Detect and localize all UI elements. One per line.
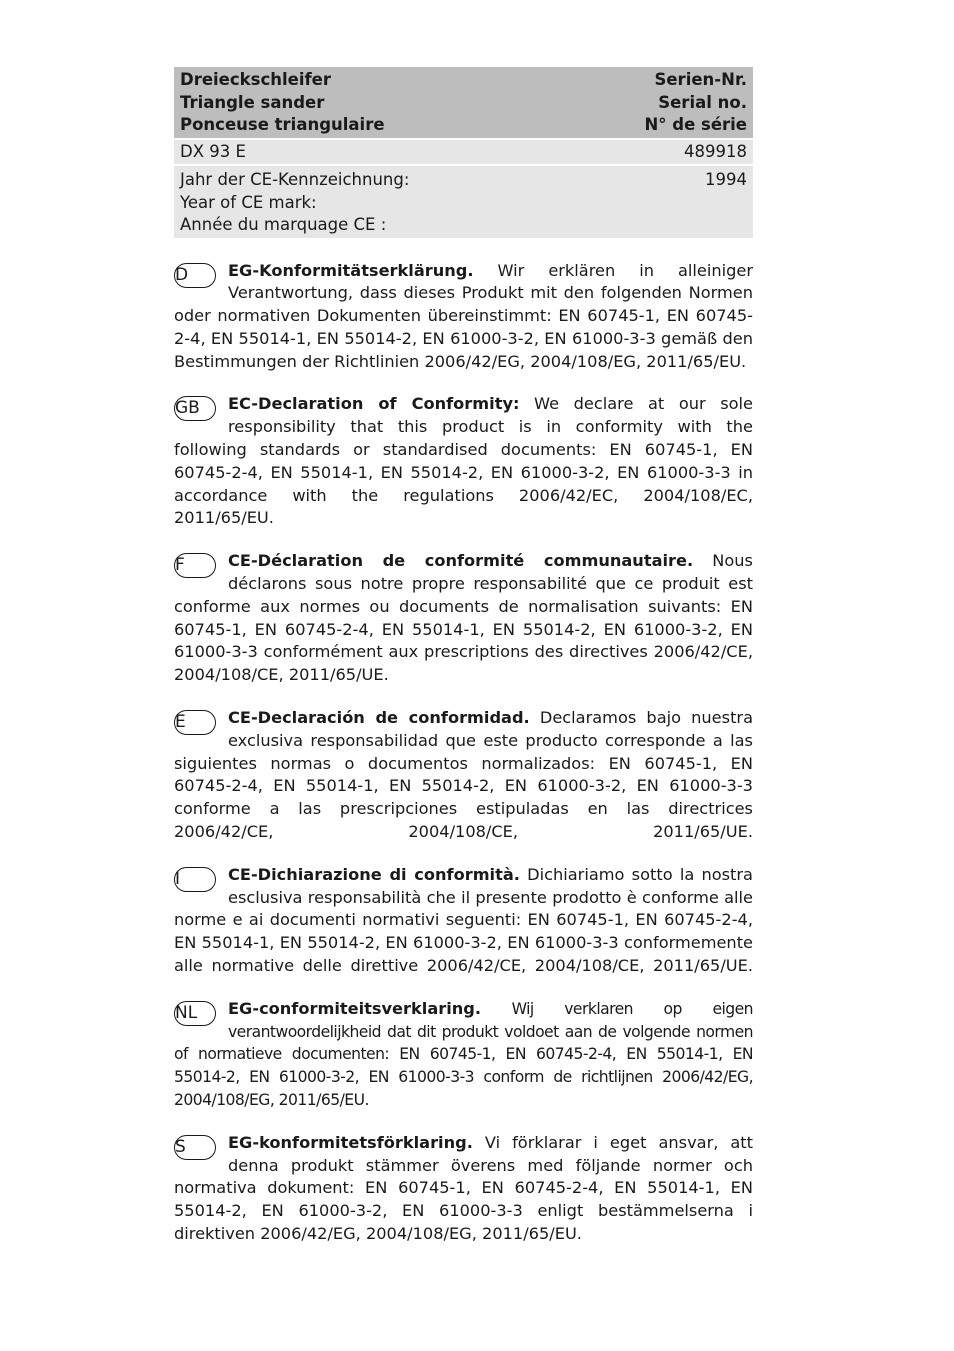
declaration-heading: EG-conformiteitsverklaring. [228,998,482,1018]
declaration-i [174,864,753,978]
serial-label-en: Serial no. [658,92,747,112]
language-badge-gb: GB [174,396,216,421]
declaration-heading: CE-Dichiarazione di conformità. [228,864,520,884]
language-badge-nl: NL [174,1001,216,1026]
declaration-nl [174,998,753,1112]
table-row [174,164,753,238]
declaration-text: Wir erklären in alleiniger Verantwortung, dass dieses Produkt mit den folgenden Normen oder normativen Dokumenten übereinstimmt: EN 60745-1, EN 60745-2-4, EN 55014-1, EN 55014-2, EN 61000-3-2, EN 61000-3-3 gemäß den Bestimmungen der Richtlinien 2006/42/EG, 2004/108/EG, 2011/65/EU. [174,260,753,371]
product-info-table [174,67,753,238]
ce-year-label-fr: Année du marquage CE : [180,215,387,234]
serial-cell: 489918 [567,138,753,165]
ce-year-label-de: Jahr der CE-Kennzeichnung: [180,170,410,189]
ce-year-label-en: Year of CE mark: [180,192,317,212]
language-badge-e: E [174,710,216,735]
product-name-de: Dreieckschleifer [180,70,331,89]
language-badge-f: F [174,553,216,578]
declaration-s [174,1132,753,1246]
product-name-header [174,67,567,138]
declaration-heading: EC-Declaration of Conformity: [228,394,520,414]
ce-year-label-cell [174,164,567,238]
declaration-text: Vi förklarar i eget ansvar, att denna produkt stämmer överens med följande normer och normativa dokument: EN 60745-1, EN 60745-2-4, EN 55014-1, EN 55014-2, EN 61000-3-2, EN 61000-3-3 enligt bestämmelserna i direktiven 2006/42/EG, 2004/108/EG, 2011/65/EU. [174,1132,753,1243]
table-header-row [174,67,753,138]
language-badge-i: I [174,867,216,892]
declaration-heading: CE-Déclaration de conformité communautaire. [228,551,694,571]
declaration-de [174,260,753,374]
serial-header [567,67,753,138]
model-cell: DX 93 E [174,138,567,165]
ce-year-cell: 1994 [567,164,753,238]
declaration-e [174,707,753,844]
declaration-text: Declaramos bajo nuestra exclusiva responsabilidad que este producto corresponde a las siguientes normas o documentos normalizados: EN 60745-1, EN 60745-2-4, EN 55014-1, EN 55014-2, EN 61000-3-2, EN 61000-3-3 conforme a las prescripciones estipuladas en las directrices 2006/42/CE, 2004/108/CE, 2011/65/UE. [174,708,753,842]
declaration-heading: CE-Declaración de conformidad. [228,708,530,728]
declaration-text: We declare at our sole responsibility that this product is in conformity with the following standards or standardised documents: EN 60745-1, EN 60745-2-4, EN 55014-1, EN 55014-2, EN 61000-3-2, EN 61000-3-3 in accordance with the regulations 2006/42/EC, 2004/108/EC, 2011/65/EU. [174,394,754,528]
product-name-fr: Ponceuse triangulaire [180,115,385,134]
declaration-heading: EG-Konformitätserklärung. [228,260,474,280]
declaration-page [174,67,753,1246]
declaration-gb [174,393,753,530]
declaration-text: Wij verklaren op eigen verantwoordelijkheid dat dit produkt voldoet aan de volgende normen of normatieve documenten: EN 60745-1, EN 60745-2-4, EN 55014-1, EN 55014-2, EN 61000-3-2, EN 61000-3-3 conform de richtlijnen 2006/42/EG, 2004/108/EG, 2011/65/EU. [174,999,753,1109]
table-row [174,138,753,165]
product-name-en: Triangle sander [180,92,325,112]
declaration-text: Dichiariamo sotto la nostra esclusiva responsabilità che il presente prodotto è conforme alle norme e ai documenti normativi seguenti: EN 60745-1, EN 60745-2-4, EN 55014-1, EN 55014-2, EN 61000-3-2, EN 61000-3-3 conformemente alle normative delle direttive 2006/42/CE, 2004/108/CE, 2011/65/UE. [174,864,753,976]
serial-label-fr: N° de série [644,115,747,134]
declaration-text: Nous déclarons sous notre propre responsabilité que ce produit est conforme aux normes ou documents de normalisation suivants: EN 60745-1, EN 60745-2-4, EN 55014-1, EN 55014-2, EN 61000-3-2, EN 61000-3-3 conformément aux prescriptions des directives 2006/42/CE, 2004/108/CE, 2011/65/UE. [174,551,753,685]
serial-label-de: Serien-Nr. [654,70,747,89]
language-badge-de: D [174,263,216,288]
language-badge-s: S [174,1135,216,1160]
declaration-f [174,550,753,687]
declaration-heading: EG-konformitetsförklaring. [228,1132,473,1152]
